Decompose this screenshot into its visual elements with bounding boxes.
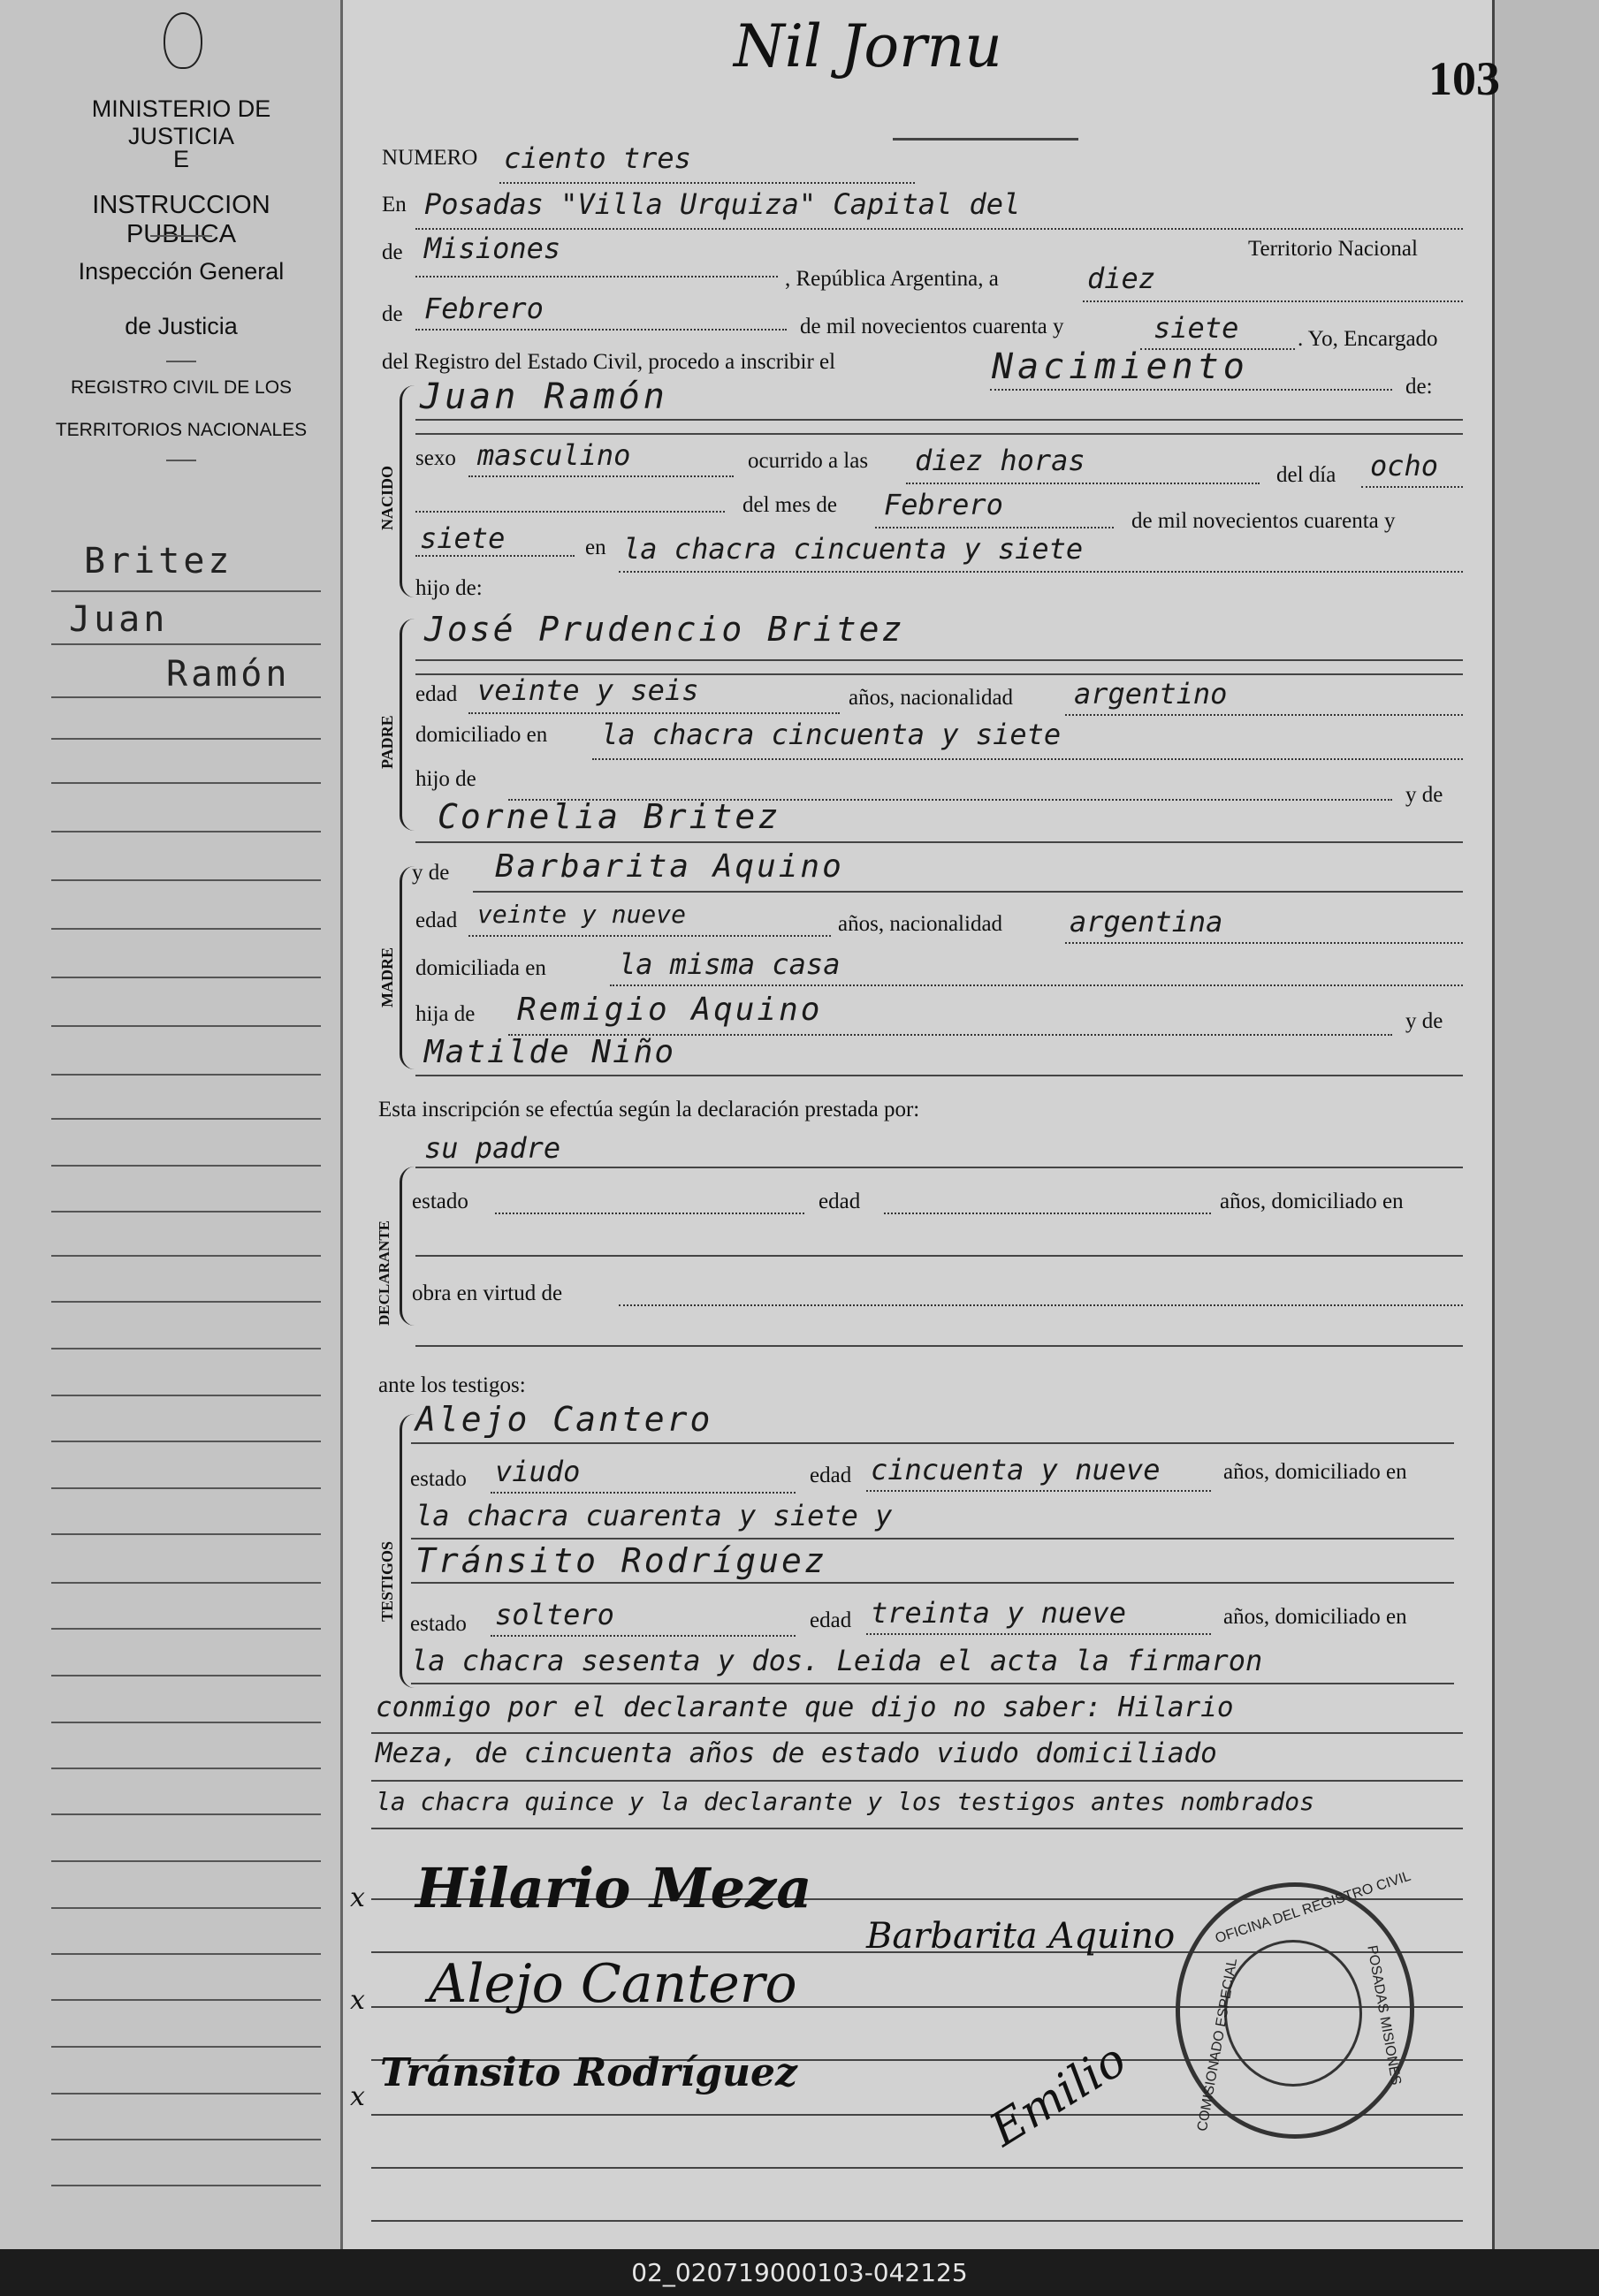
testigos-intro: ante los testigos: [378,1373,526,1397]
margin-rule [51,977,321,978]
y-de-label: y de [412,861,450,885]
day-value: ocho [1370,449,1439,483]
edad-label: edad [819,1190,861,1213]
margin-rule [51,1999,321,2001]
fill-line [875,527,1114,528]
margin-rule [51,2046,321,2048]
anios-label: años, nacionalidad [838,912,1003,936]
declarante-name: su padre [424,1131,561,1165]
del-dia-label: del día [1276,463,1336,487]
edad-label: edad [415,909,458,932]
territorio-label: Territorio Nacional [1248,237,1418,261]
section-brace [400,866,415,1069]
margin-rule [51,2185,321,2186]
domicilio-value: la misma casa [619,947,841,981]
sexo-label: sexo [415,446,456,470]
name-line [415,841,1463,843]
divider [166,460,196,461]
signature-emilio: Emilio [981,2033,1136,2157]
hijo-de-label: hijo de [415,767,476,791]
witness2-edad: treinta y nueve [871,1596,1126,1630]
witness1-estado: viudo [495,1455,581,1488]
signature-underline [893,138,1078,141]
section-brace [400,619,415,831]
stamp-text-left: COMISIONADO ESPECIAL [1195,1957,1241,2133]
del-mes-label: del mes de [742,493,837,517]
domicilio-label: domiciliada en [415,956,546,980]
numero-label: NUMERO [382,146,478,170]
month-value: Febrero [884,488,1003,521]
margin-rule [51,1675,321,1676]
margin-rule [51,1628,321,1630]
mother-parent1: Remigio Aquino [517,992,823,1028]
anios-label: años, domiciliado en [1220,1190,1404,1213]
fill-line [468,475,734,477]
section-brace [400,385,415,597]
margin-rule [51,1533,321,1535]
margin-column [0,0,343,2249]
padre-label: PADRE [378,715,396,769]
margin-rule [51,1118,321,1120]
margin-rule [51,1074,321,1076]
witness2-estado: soltero [495,1598,614,1631]
testigos-label: TESTIGOS [378,1540,396,1622]
declaration-intro: Esta inscripción se efectúa según la declaración prestada por: [378,1098,920,1121]
de-label: de [382,240,403,264]
stamp-text-top: OFICINA DEL REGISTRO CIVIL [1213,1868,1413,1947]
registro-label: del Registro del Estado Civil, procedo a inscribir el [382,350,836,374]
inspection-line2: de Justicia [125,313,238,339]
declarante-label: DECLARANTE [376,1220,392,1326]
margin-given-name: Juan [69,599,169,640]
witness1-name: Alejo Cantero [415,1400,713,1439]
margin-rule [51,1813,321,1815]
margin-rule [51,831,321,832]
mother-parent2: Matilde Niño [424,1034,676,1070]
en-label: En [382,193,407,217]
name-line [371,1732,1463,1734]
edad-label: edad [810,1464,852,1487]
margin-rule [51,2093,321,2095]
fill-line [1083,300,1463,302]
edad-label: edad [810,1608,852,1632]
fill-line [592,758,1463,760]
margin-rule [51,782,321,784]
numero-value: ciento tres [504,141,691,175]
signature-alejo: Alejo Cantero [429,1953,797,2015]
year-value: siete [420,521,506,555]
name-line [415,659,1463,661]
divider [166,361,196,362]
anios-label: años, domiciliado en [1223,1460,1407,1484]
name-line [415,1345,1463,1347]
mark-x: x [350,2081,365,2112]
name-line [411,1442,1454,1444]
signature-barbarita: Barbarita Aquino [866,1916,1176,1957]
estado-label: estado [410,1467,467,1491]
mil-label: de mil novecientos cuarenta y [1131,509,1396,533]
witness1-domicilio: la chacra cuarenta y siete y [415,1499,893,1532]
obra-label: obra en virtud de [412,1281,563,1305]
divider [150,235,212,237]
de-colon: de: [1405,375,1433,399]
margin-rule [51,590,321,592]
margin-rule [51,879,321,881]
month-value: Febrero [424,292,544,325]
fill-line [1065,942,1463,944]
nacido-label: NACIDO [378,465,396,530]
mark-x: x [350,1882,365,1913]
hijo-label: hijo de: [415,576,483,600]
territory-value: Misiones [424,232,561,265]
name-line [415,1167,1463,1168]
fill-line [415,511,725,513]
fill-line [884,1213,1211,1214]
margin-rule [51,1768,321,1769]
fill-line [1361,486,1463,488]
day-value: diez [1087,262,1156,295]
margin-rule [51,1722,321,1723]
fill-line [619,571,1463,573]
ministry-line2: E [172,146,189,172]
fill-line [866,1490,1211,1492]
margin-rule [51,696,321,698]
domicilio-value: la chacra cincuenta y siete [601,718,1062,751]
place-value: la chacra cincuenta y siete [623,532,1084,566]
nacionalidad-value: argentina [1070,905,1223,939]
margin-rule [51,1165,321,1167]
estado-label: estado [410,1612,467,1636]
margin-rule [51,1907,321,1909]
fill-line [415,276,778,277]
margin-rule [51,1487,321,1489]
file-id-bar [0,2249,1599,2296]
ministry-line3: INSTRUCCION PUBLICA [92,191,270,248]
estado-label: estado [412,1190,468,1213]
fill-line [619,1304,1463,1306]
margin-given-name2: Ramón [166,654,291,695]
margin-rule [51,1953,321,1955]
madre-label: MADRE [378,947,396,1007]
margin-rule [51,1860,321,1862]
margin-rule [51,643,321,645]
hija-label: hija de [415,1002,476,1026]
top-signature: Nil Jornu [734,12,1002,80]
ministry-line1: MINISTERIO DE JUSTICIA [91,95,271,149]
fill-line [491,1492,796,1494]
page-number: 103 [1428,52,1500,105]
year-value: siete [1154,311,1239,345]
father-parent2: Barbarita Aquino [495,848,844,885]
fill-line [906,483,1260,484]
closing-line2: Meza, de cincuenta años de estado viudo domiciliado [376,1737,1217,1769]
anios-label: años, nacionalidad [849,686,1014,710]
name-line [371,1828,1463,1829]
margin-rule [51,1025,321,1027]
fill-line [990,389,1392,391]
sexo-value: masculino [477,438,631,472]
fill-line [610,985,1463,986]
margin-rule [51,1395,321,1396]
name-line [415,1075,1463,1076]
name-line [411,1683,1454,1684]
edad-label: edad [415,682,458,706]
act-type: Nacimiento [992,346,1249,387]
margin-rule [51,2139,321,2140]
margin-rule [51,738,321,740]
margin-rule [51,1301,321,1303]
margin-rule [51,928,321,930]
fill-line [499,182,915,184]
fill-line [415,555,575,557]
fill-line [491,1635,796,1637]
fill-line [468,712,840,714]
fill-line [468,935,831,937]
domicilio-label: domiciliado en [415,723,548,747]
edad-value: veinte y seis [477,673,699,707]
file-id: 02_020719000103-042125 [631,2258,968,2287]
margin-rule [51,1211,321,1213]
registry-line2: TERRITORIOS NACIONALES [55,420,308,440]
padre-name: José Prudencio Britez [424,610,905,649]
yo-label: . Yo, Encargado [1298,327,1438,351]
signature-line [371,2220,1463,2222]
name-line [415,1255,1463,1257]
fill-line [1065,714,1463,716]
margin-rule [51,1348,321,1349]
father-parent1: Cornelia Britez [438,797,781,836]
registry-line1: REGISTRO CIVIL DE LOS [70,377,293,398]
inspection-line1: Inspección General [78,258,285,285]
name-line [411,1538,1454,1540]
place-value: Posadas "Villa Urquiza" Capital del [424,187,1021,221]
y-de-label: y de [1405,783,1443,807]
fill-line [866,1633,1211,1635]
margin-surname: Britez [84,541,233,582]
name-line [411,1582,1454,1584]
nacido-name: Juan Ramón [420,376,668,417]
name-line [371,1780,1463,1782]
closing-line3: la chacra quince y la declarante y los testigos antes nombrados [376,1787,1315,1816]
nacionalidad-value: argentino [1074,677,1228,711]
name-line [473,891,1463,893]
name-line [415,433,1463,435]
witness1-edad: cincuenta y nueve [871,1453,1161,1486]
republica-label: , República Argentina, a [785,267,999,291]
fill-line [415,329,787,331]
closing-line1: conmigo por el declarante que dijo no saber: Hilario [376,1692,1234,1723]
mark-x: x [350,1985,365,2016]
en-label: en [585,536,606,559]
edad-value: veinte y nueve [477,900,687,929]
fill-line [415,228,1463,230]
y-de-label: y de [1405,1009,1443,1033]
signature-transito: Tránsito Rodríguez [380,2050,798,2095]
signature-hilario: Hilario Meza [415,1856,812,1920]
official-stamp-inner [1224,1940,1362,2087]
signature-line [371,2167,1463,2169]
margin-rule [51,1255,321,1257]
name-line [415,419,1463,421]
mil-label: de mil novecientos cuarenta y [800,315,1064,338]
margin-rule [51,1441,321,1442]
anios-label: años, domiciliado en [1223,1605,1407,1629]
witness2-name: Tránsito Rodríguez [415,1541,827,1580]
hour-value: diez horas [915,444,1085,477]
witness2-domicilio: la chacra sesenta y dos. Leida el acta la firmaron [411,1644,1263,1677]
de-label: de [382,302,403,326]
stamp-text-right: POSADAS MISIONES [1364,1944,1404,2087]
coat-of-arms-icon [164,12,202,69]
margin-rule [51,1582,321,1584]
fill-line [495,1213,804,1214]
page-edge [1492,0,1599,2249]
ocurrido-label: ocurrido a las [748,449,869,473]
